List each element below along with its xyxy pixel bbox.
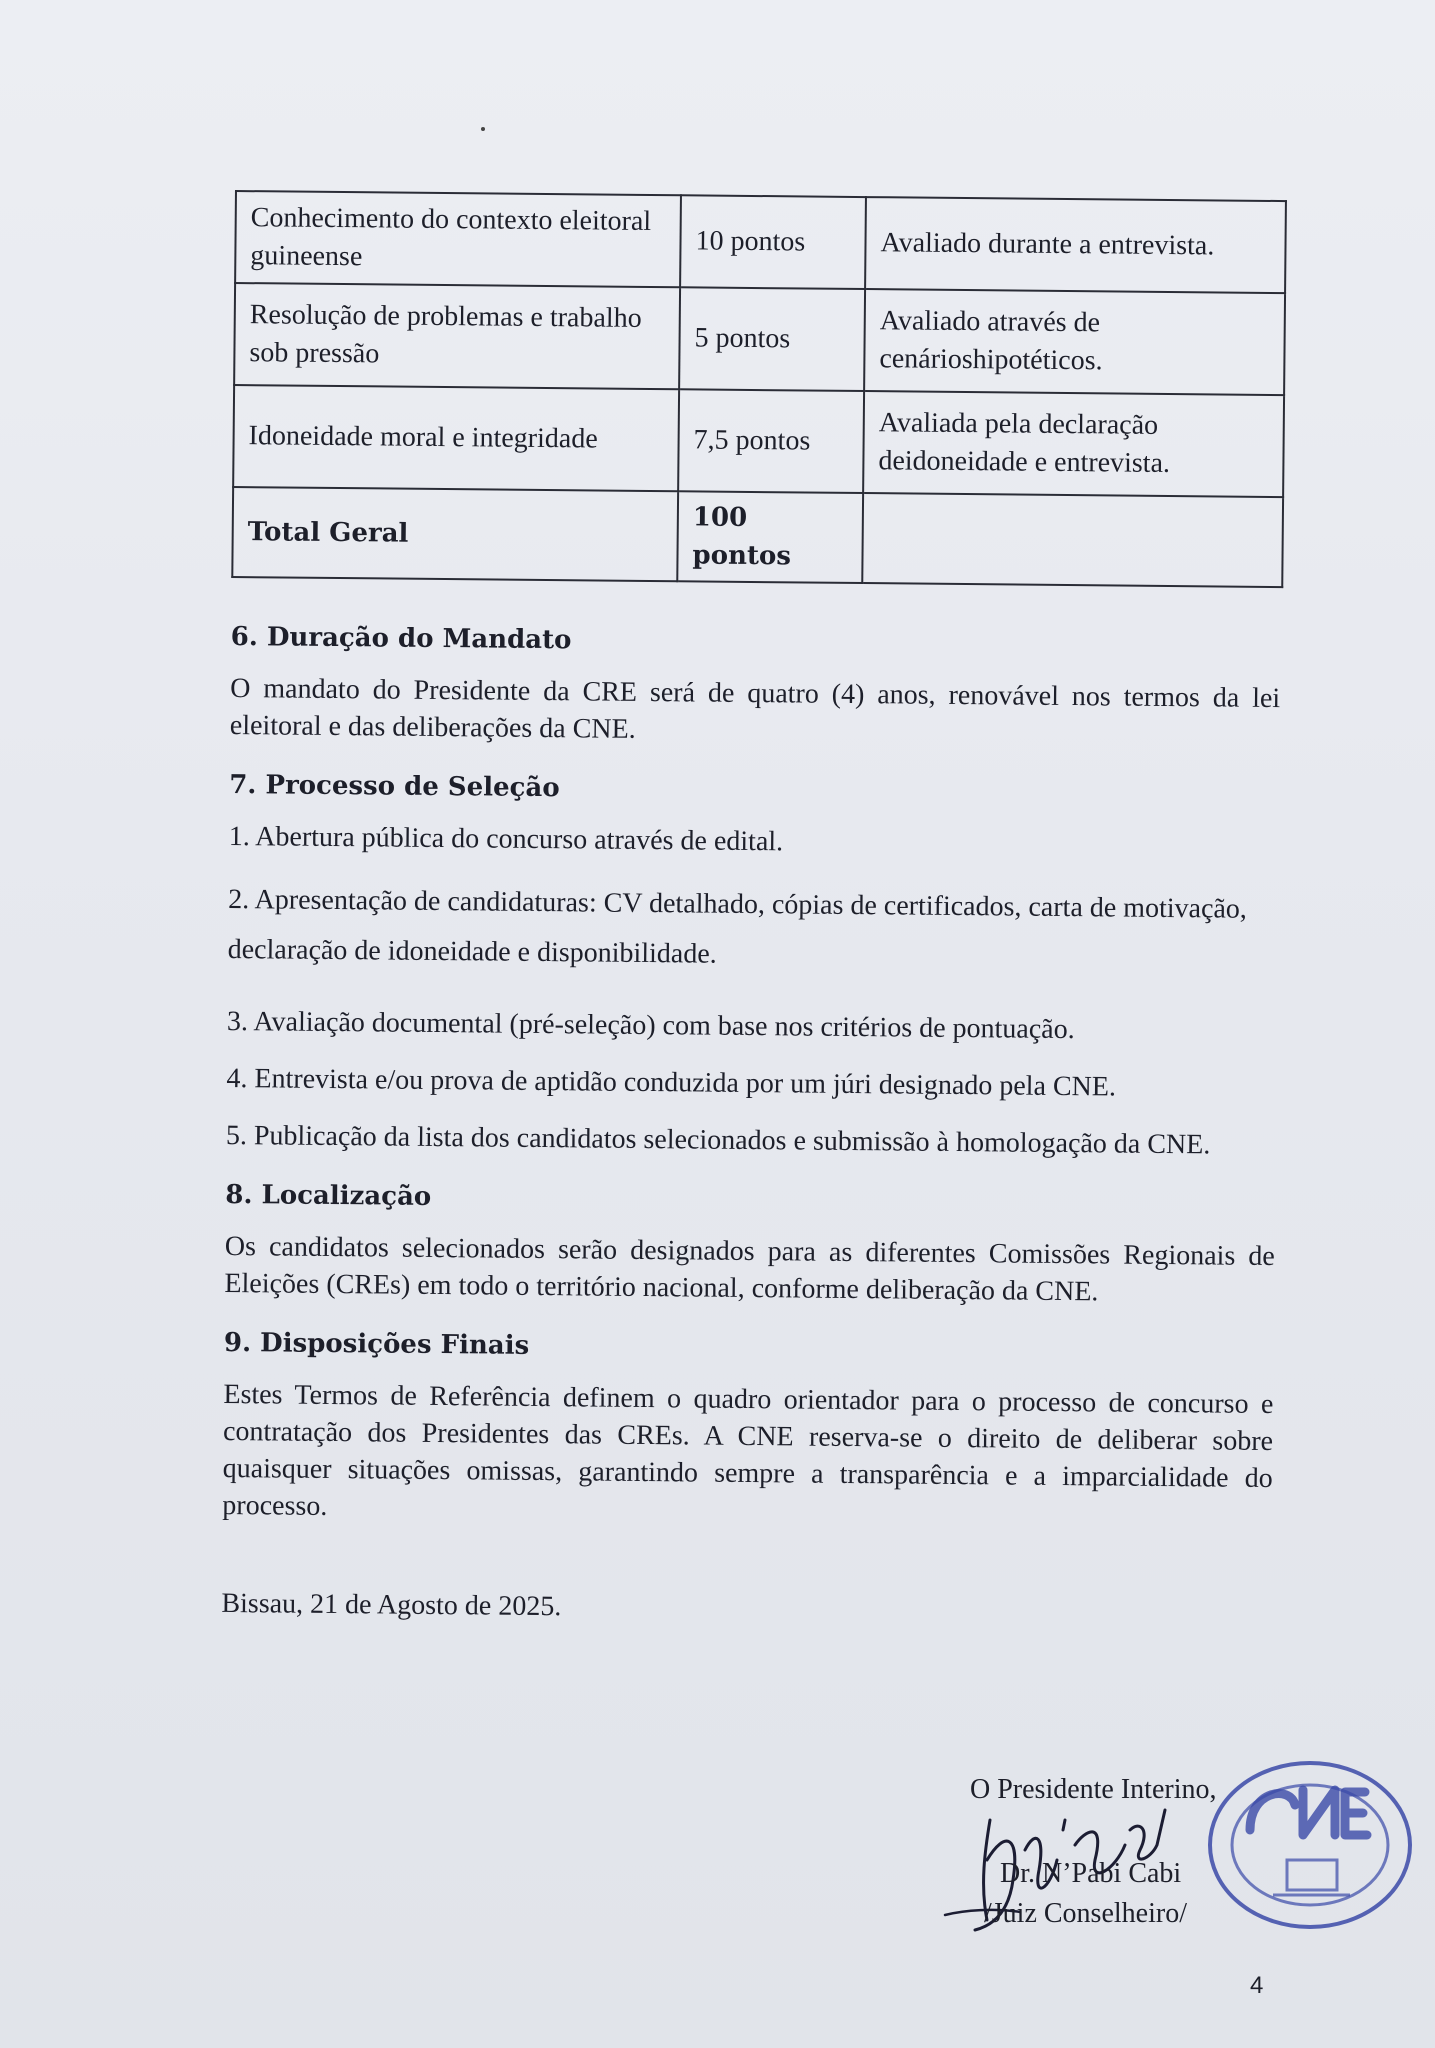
list-item: 3. Avaliação documental (pré-seleção) com base nos critérios de pontuação. — [226, 1005, 1075, 1046]
total-method-cell — [862, 493, 1283, 587]
section-9-text: Estes Termos de Referência definem o quadro orientador para o processo de concurso e contratação dos Presidentes das CREs. A CNE reserva-se o direito de deliberar sobre quaisquer situações omissas, garantindo sempre a transparência e a imparcialidade do processo. — [222, 1378, 1274, 1522]
table-total-row — [232, 487, 1283, 587]
section-9-title: 9. Disposições Finais — [223, 1327, 530, 1361]
list-item: 5. Publicação da lista dos candidatos selecionados e submissão à homologação da CNE. — [225, 1119, 1211, 1161]
method-cell: Avaliado durante a entrevista. — [865, 197, 1286, 293]
section-8-title: 8. Localização — [225, 1179, 432, 1212]
criterion-cell: Resolução de problemas e trabalho sob pressão — [234, 283, 680, 389]
signatory-role: O Presidente Interino, — [970, 1774, 1217, 1805]
list-item: 2. Apresentação de candidaturas: CV detalhado, cópias de certificados, carta de motivação, declaração de idoneidade e disponibilidade. — [227, 883, 1248, 970]
stray-dot — [481, 127, 485, 131]
page-number: 4 — [1250, 1972, 1264, 1999]
total-label-cell: Total Geral — [232, 487, 678, 581]
total-points-cell: 100 pontos — [677, 491, 863, 583]
method-cell: Avaliado através de cenárioshipotéticos. — [864, 289, 1285, 395]
section-8-text: Os candidatos selecionados serão designados para as diferentes Comissões Regionais de Eleições (CREs) em todo o território nacional, conforme deliberação da CNE. — [224, 1230, 1275, 1308]
criterion-cell: Conhecimento do contexto eleitoral guineense — [235, 191, 681, 287]
list-item: 1. Abertura pública do concurso através de edital. — [228, 820, 784, 858]
criterion-cell: Idoneidade moral e integridade — [233, 385, 679, 491]
points-cell: 10 pontos — [680, 195, 866, 289]
section-6-title: 6. Duração do Mandato — [230, 621, 572, 656]
points-cell: 7,5 pontos — [678, 389, 864, 493]
table-row — [234, 283, 1285, 395]
method-cell: Avaliada pela declaração deidoneidade e entrevista. — [863, 391, 1284, 497]
table-row — [233, 385, 1284, 497]
list-item: 4. Entrevista e/ou prova de aptidão conduzida por um júri designado pela CNE. — [226, 1062, 1117, 1103]
table-row — [235, 191, 1286, 293]
scoring-table — [231, 190, 1287, 588]
section-6-text: O mandato do Presidente da CRE será de quatro (4) anos, renovável nos termos da lei eleitoral e das deliberações da CNE. — [229, 672, 1281, 745]
signatory-name: Dr. N’Pabi Cabi — [1000, 1858, 1182, 1889]
signature-block — [970, 1770, 1217, 1934]
document-date: Bissau, 21 de Agosto de 2025. — [221, 1587, 562, 1623]
document-content — [221, 190, 1285, 1630]
points-cell: 5 pontos — [679, 287, 865, 391]
selection-steps-list — [226, 818, 1279, 1164]
section-7-title: 7. Processo de Seleção — [229, 769, 560, 804]
cne-seal — [1195, 1750, 1425, 1940]
signatory-title: /Juiz Conselheiro/ — [984, 1898, 1187, 1929]
